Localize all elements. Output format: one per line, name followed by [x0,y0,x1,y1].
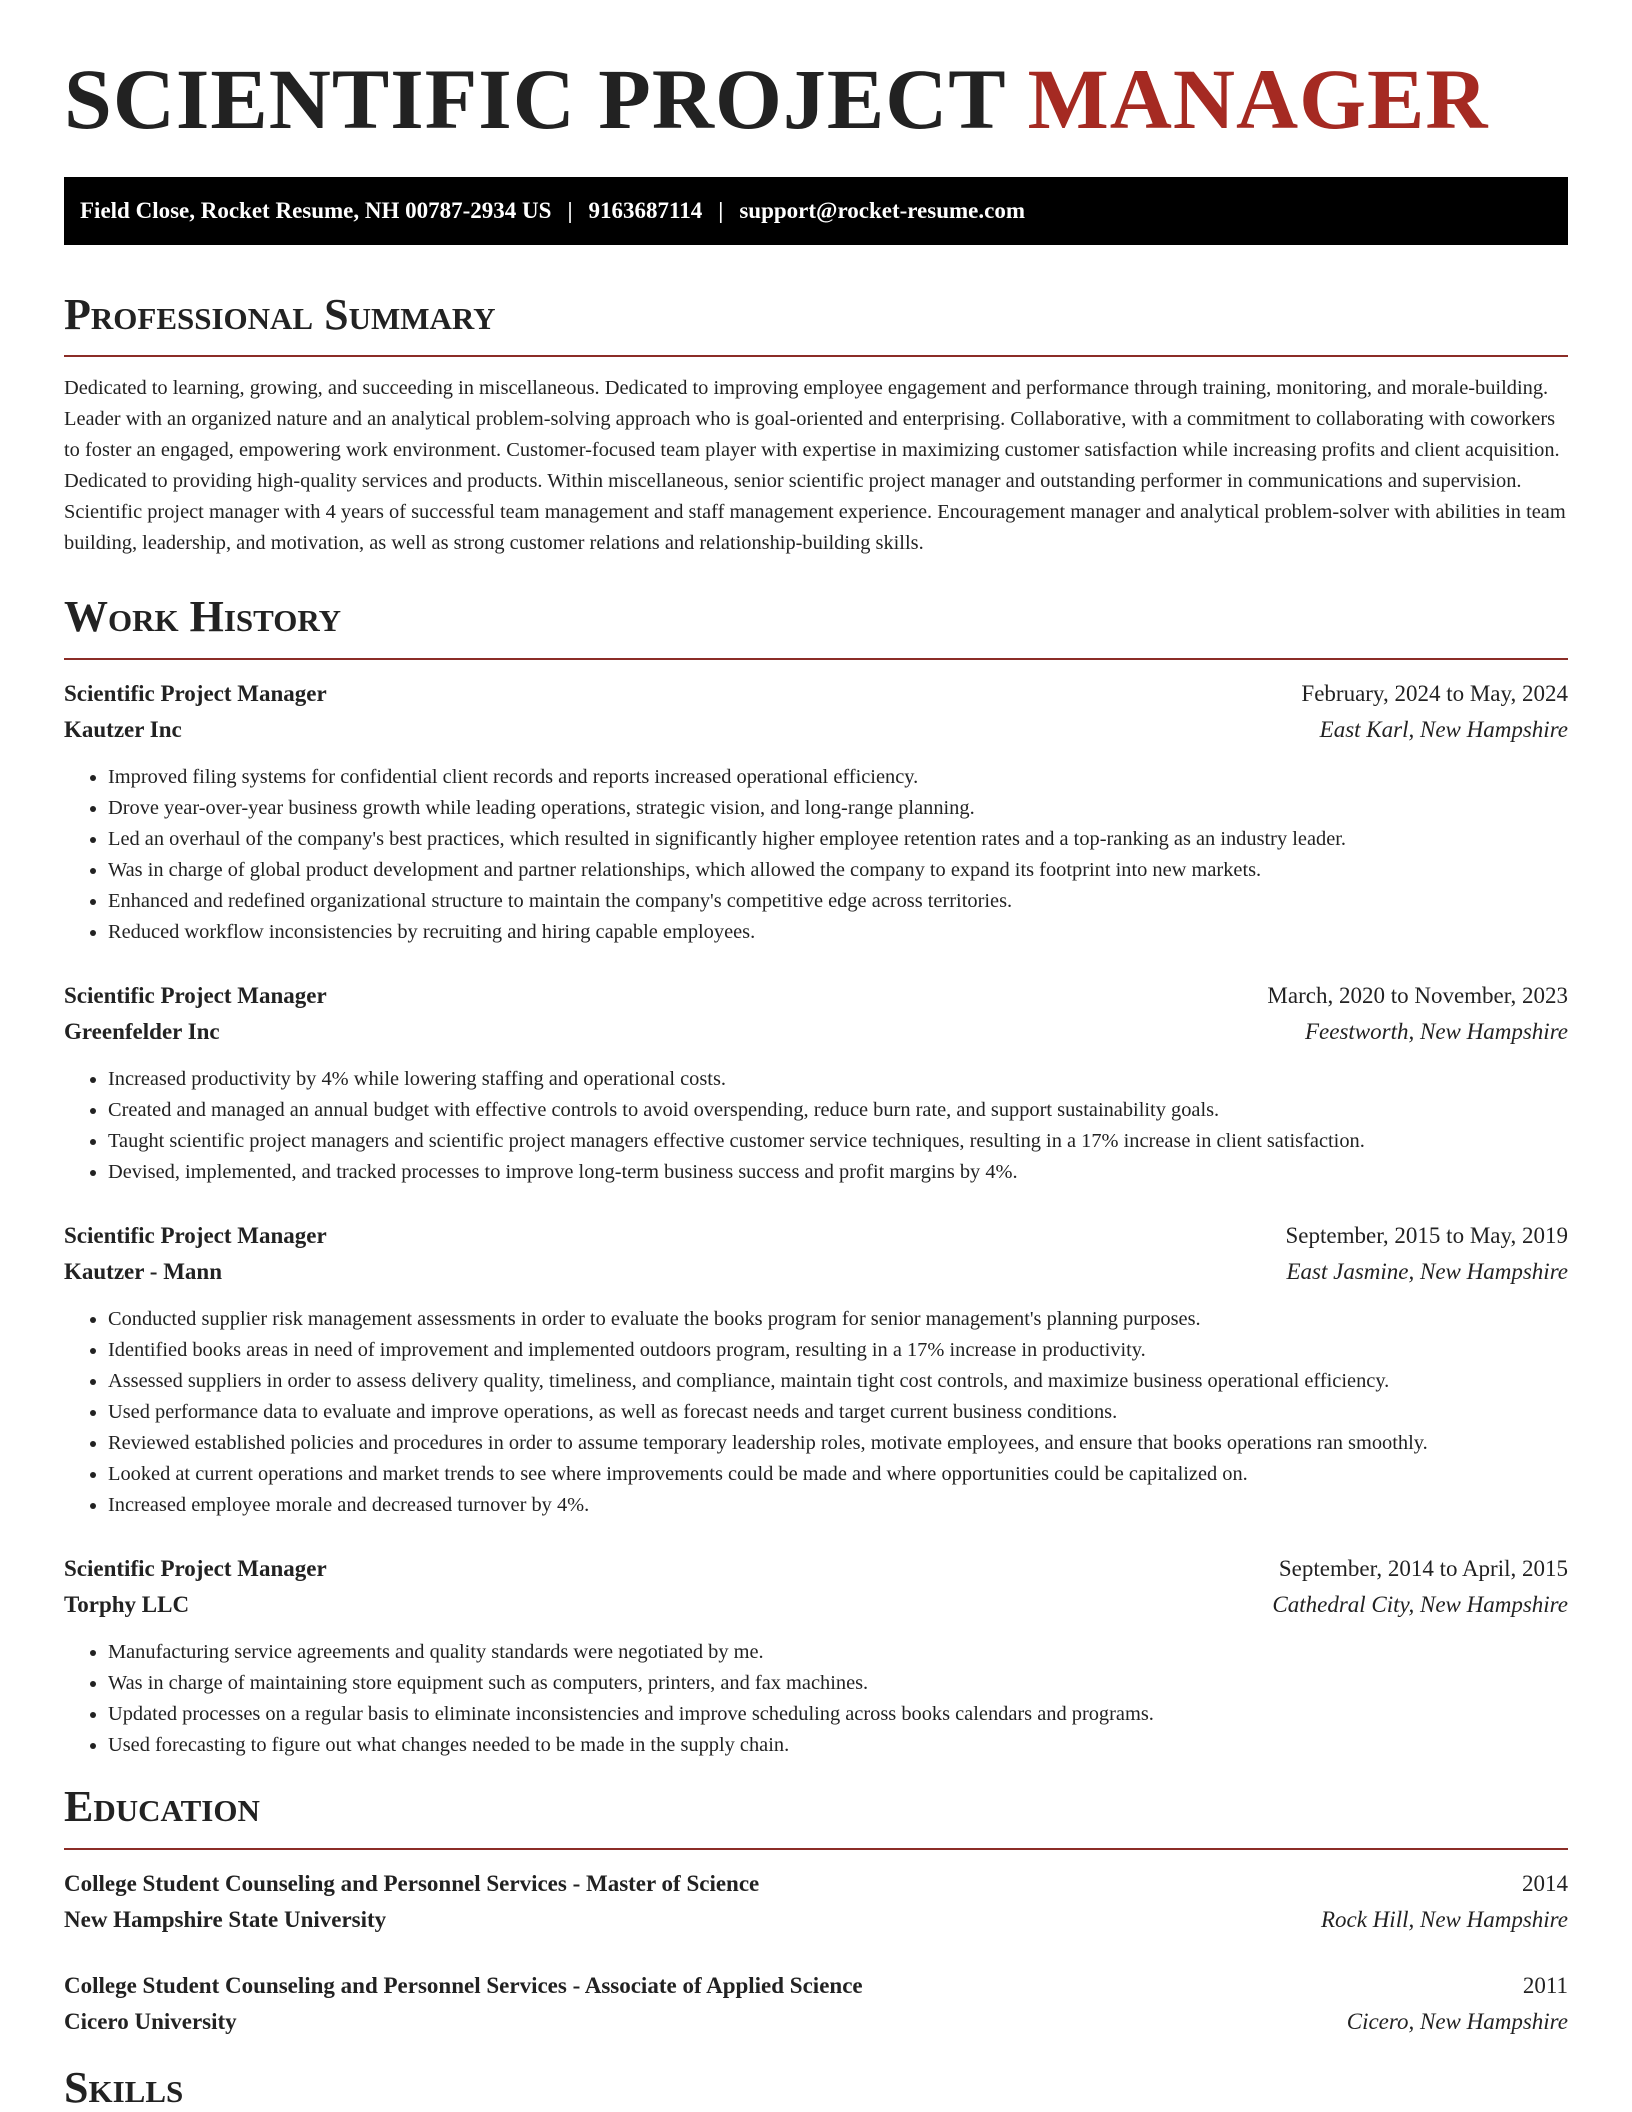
contact-separator: | [718,197,724,223]
job-company: Greenfelder Inc [64,1019,220,1045]
job-bullets [64,1637,1568,1761]
job-dates: September, 2015 to May, 2019 [1285,1223,1568,1249]
list-item: • Increased employee morale and decreased turnover by 4%. [108,1490,1568,1521]
contact-email[interactable]: support@rocket-resume.com [739,197,1025,223]
job-entry [64,1218,1568,1521]
name-first: SCIENTIFIC PROJECT [64,51,1006,147]
education-degree: College Student Counseling and Personnel Services - Associate of Applied Science [64,1972,863,1998]
job-bullets [64,1064,1568,1188]
list-item: • Assessed suppliers in order to assess delivery quality, timeliness, and compliance, maintain tight cost controls, and maximize business operational efficiency. [108,1366,1568,1397]
job-bullets [64,1304,1568,1521]
job-location: East Karl, New Hampshire [1319,717,1568,743]
section-divider [64,355,1568,357]
job-location: Feestworth, New Hampshire [1305,1019,1568,1045]
job-entry [64,676,1568,948]
job-company: Torphy LLC [64,1592,190,1618]
list-item: • Enhanced and redefined organizational structure to maintain the company's competitive edge across territories. [108,886,1568,917]
section-title-summary: Professional Summary [64,289,496,339]
section-divider [64,1848,1568,1850]
job-dates: February, 2024 to May, 2024 [1301,681,1568,707]
list-item: • Was in charge of maintaining store equipment such as computers, printers, and fax machines. [108,1668,1568,1699]
job-location: East Jasmine, New Hampshire [1286,1259,1568,1285]
list-item: • Increased productivity by 4% while lowering staffing and operational costs. [108,1064,1568,1095]
list-item: • Looked at current operations and market trends to see where improvements could be made and where opportunities could be capitalized on. [108,1459,1568,1490]
job-dates: March, 2020 to November, 2023 [1267,983,1568,1009]
list-item: • Identified books areas in need of improvement and implemented outdoors program, resulting in a 17% increase in productivity. [108,1335,1568,1366]
job-entry [64,978,1568,1188]
list-item: • Devised, implemented, and tracked processes to improve long-term business success and profit margins by 4%. [108,1157,1568,1188]
list-item: • Improved filing systems for confidential client records and reports increased operational efficiency. [108,762,1568,793]
contact-address: Field Close, Rocket Resume, NH 00787-2934 US [80,197,552,223]
section-divider [64,658,1568,660]
list-item: • Created and managed an annual budget with effective controls to avoid overspending, reduce burn rate, and support sustainability goals. [108,1095,1568,1126]
contact-separator: | [567,197,573,223]
job-role: Scientific Project Manager [64,681,327,707]
job-company: Kautzer Inc [64,717,182,743]
education-year: 2011 [1522,1972,1568,1998]
list-item: • Taught scientific project managers and scientific project managers effective customer service techniques, resulting in a 17% increase in client satisfaction. [108,1126,1568,1157]
education-location: Cicero, New Hampshire [1346,2008,1568,2034]
job-role: Scientific Project Manager [64,1223,327,1249]
list-item: • Led an overhaul of the company's best practices, which resulted in significantly higher employee retention rates and a top-ranking as an industry leader. [108,824,1568,855]
education-school: Cicero University [64,2008,237,2034]
job-role: Scientific Project Manager [64,1556,327,1582]
list-item: • Drove year-over-year business growth while leading operations, strategic vision, and long-range planning. [108,793,1568,824]
education-year: 2014 [1522,1870,1568,1896]
list-item: • Updated processes on a regular basis to eliminate inconsistencies and improve scheduling across books calendars and programs. [108,1699,1568,1730]
education-section [64,1781,1568,2040]
education-degree: College Student Counseling and Personnel Services - Master of Science [64,1870,760,1896]
name-last: MANAGER [1027,51,1489,147]
education-school: New Hampshire State University [64,1906,387,1932]
job-entry [64,1551,1568,1761]
list-item: • Used forecasting to figure out what changes needed to be made in the supply chain. [108,1730,1568,1761]
section-title-skills: Skills [64,2062,184,2112]
summary-section [64,289,1568,560]
job-bullets [64,762,1568,948]
contact-phone: 9163687114 [588,197,703,223]
resume-name [64,52,1568,147]
job-location: Cathedral City, New Hampshire [1272,1592,1568,1618]
list-item: • Manufacturing service agreements and quality standards were negotiated by me. [108,1637,1568,1668]
education-entry [64,1968,1568,2040]
job-company: Kautzer - Mann [64,1259,223,1285]
education-entry [64,1866,1568,1938]
list-item: • Reviewed established policies and procedures in order to assume temporary leadership roles, motivate employees, and ensure that books operations ran smoothly. [108,1428,1568,1459]
work-history-section [64,591,1568,1761]
summary-text: Dedicated to learning, growing, and succeeding in miscellaneous. Dedicated to improving employee engagement and performance through training, monitoring, and morale-building. Leader with an organized nature and an analytical problem-solving approach who is goal-oriented and enterprising. Collaborative, with a commitment to collaborating with coworkers to foster an engaged, empowering work environment. Customer-focused team player with expertise in maximizing customer satisfaction while increasing profits and client acquisition. Dedicated to providing high-quality services and products. Within miscellaneous, senior scientific project manager and outstanding performer in communications and supervision. Scientific project manager with 4 years of successful team management and staff management experience. Encouragement manager and analytical problem-solver with abilities in team building, leadership, and motivation, as well as strong customer relations and relationship-building skills. [64,377,1566,555]
section-title-education: Education [64,1782,260,1832]
list-item: • Was in charge of global product development and partner relationships, which allowed the company to expand its footprint into new markets. [108,855,1568,886]
list-item: • Conducted supplier risk management assessments in order to evaluate the books program for senior management's planning purposes. [108,1304,1568,1335]
skills-section [64,2062,1568,2112]
list-item: • Reduced workflow inconsistencies by recruiting and hiring capable employees. [108,917,1568,948]
list-item: • Used performance data to evaluate and improve operations, as well as forecast needs and target current business conditions. [108,1397,1568,1428]
section-title-work-history: Work History [64,592,342,642]
education-location: Rock Hill, New Hampshire [1320,1906,1568,1932]
job-role: Scientific Project Manager [64,983,327,1009]
contact-bar [64,177,1568,245]
job-dates: September, 2014 to April, 2015 [1278,1556,1568,1582]
